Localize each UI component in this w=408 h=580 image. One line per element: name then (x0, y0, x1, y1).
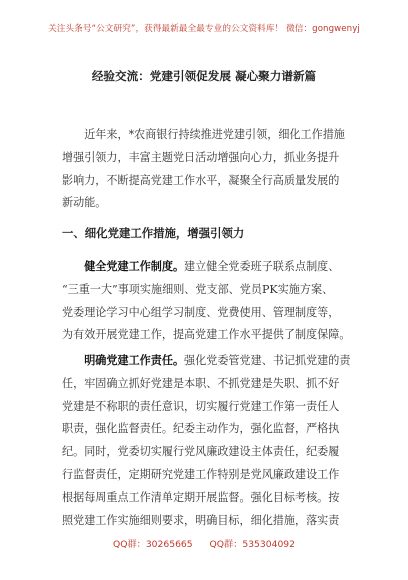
paragraph-line: 为有效开展党建工作，提高党建工作水平提供了制度保障。 (62, 328, 351, 342)
paragraph-line: 纪。同时，党委切实履行党风廉政建设主体责任，纪委履 (62, 445, 340, 459)
paragraph-line: 影响力，不断提高党建工作水平，凝聚全行高质量发展的 (62, 173, 340, 187)
paragraph-line: 照党建工作实施细则要求，明确目标，细化措施，落实责 (62, 513, 340, 527)
paragraph-line (62, 350, 350, 373)
paragraph-line: 任，牢固确立抓好党建是本职、不抓党建是失职、抓不好 (62, 376, 340, 390)
paragraph-text: 强化党委管党建、书记抓党建的责 (184, 354, 351, 367)
paragraph-line: 职责，强化监督责任。纪委主动作为，强化监督，严格执 (62, 422, 340, 436)
paragraph-line: 新动能。 (62, 196, 107, 210)
paragraph-line: 行监督责任，定期研究党建工作特别是党风廉政建设工作 (62, 467, 340, 481)
paragraph-line (62, 256, 350, 279)
header-banner: 关注头条号“公文研究”，获得最新最全最专业的公文资料库！ 微信：gongwenyj (48, 24, 360, 34)
footer-qq-group-2: QQ群：535304092 (209, 539, 295, 550)
paragraph-line: 党委理论学习中心组学习制度、党费使用、管理制度等， (62, 305, 340, 319)
paragraph-line: 党建是不称职的责任意识，切实履行党建工作第一责任人 (62, 399, 340, 413)
paragraph-party-system (62, 256, 350, 347)
paragraph-line: “三重一大”事项实施细则、党支部、党员PK实施方案、 (62, 282, 334, 296)
footer-banner (0, 536, 408, 550)
paragraph-party-responsibility (62, 350, 350, 532)
section-heading: 一、细化党建工作措施，增强引领力 (62, 226, 245, 240)
paragraph-lead: 明确党建工作责任。 (84, 354, 185, 367)
paragraph-text: 建立健全党委班子联系点制度、 (184, 260, 340, 273)
footer-qq-group-1: QQ群：30265665 (113, 539, 193, 550)
paragraph-line: 近年来，*农商银行持续推进党建引领，细化工作措施 (84, 128, 345, 141)
document-title: 经验交流：党建引领促发展 凝心聚力谱新篇 (91, 69, 317, 83)
paragraph-line: 根据每周重点工作清单定期开展监督。强化目标考核。按 (62, 490, 340, 504)
paragraph-line: 增强引领力，丰富主题党日活动增强向心力，抓业务提升 (62, 150, 340, 164)
intro-paragraph (62, 124, 350, 215)
paragraph-lead: 健全党建工作制度。 (84, 260, 185, 273)
